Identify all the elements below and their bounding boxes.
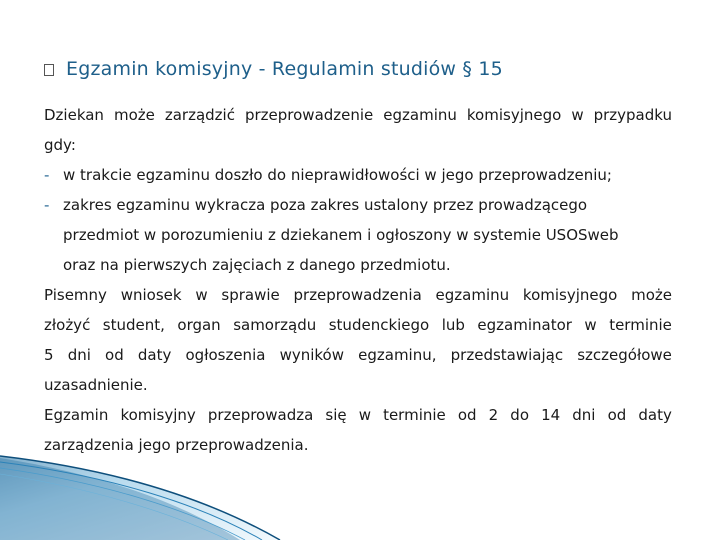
word: przeprowadza bbox=[207, 406, 314, 424]
dash-bullet: - bbox=[44, 196, 50, 214]
word: Egzamin bbox=[44, 406, 109, 424]
word: egzaminu bbox=[383, 106, 457, 124]
word: Dziekan bbox=[44, 106, 104, 124]
word: ogłoszenia bbox=[185, 346, 266, 364]
title-row bbox=[44, 58, 503, 80]
word: komisyjny bbox=[120, 406, 196, 424]
bullet-item-1-text: w trakcie egzaminu doszło do nieprawidłowości w jego przeprowadzeniu; bbox=[63, 166, 612, 184]
word: komisyjnego bbox=[522, 286, 618, 304]
word: może bbox=[113, 106, 155, 124]
word: dni bbox=[572, 406, 596, 424]
word: egzaminu, bbox=[358, 346, 437, 364]
paragraph2-line1 bbox=[44, 280, 672, 310]
word: egzaminator bbox=[477, 316, 572, 334]
paragraph2-line3 bbox=[44, 340, 672, 370]
decorative-wave bbox=[0, 440, 720, 540]
word: egzaminu bbox=[435, 286, 510, 304]
word: 14 bbox=[541, 406, 561, 424]
word: sprawie bbox=[221, 286, 280, 304]
bullet-item-2-text-line1: zakres egzaminu wykracza poza zakres ustalony przez prowadzącego bbox=[63, 196, 588, 214]
word: terminie bbox=[609, 316, 672, 334]
word: w bbox=[584, 316, 597, 334]
word: dni bbox=[67, 346, 91, 364]
word: wyników bbox=[279, 346, 344, 364]
word: się bbox=[325, 406, 347, 424]
slide-title: Egzamin komisyjny - Regulamin studiów § 15 bbox=[66, 58, 503, 80]
word: od bbox=[607, 406, 627, 424]
paragraph2-line4: uzasadnienie. bbox=[44, 376, 148, 394]
dash-bullet: - bbox=[44, 166, 50, 184]
paragraph3-line1 bbox=[44, 400, 672, 430]
word: przypadku bbox=[593, 106, 672, 124]
word: do bbox=[510, 406, 529, 424]
bullet-item-1 bbox=[44, 160, 672, 190]
word: wniosek bbox=[120, 286, 182, 304]
word: od bbox=[457, 406, 477, 424]
word: daty bbox=[638, 406, 672, 424]
word: Pisemny bbox=[44, 286, 107, 304]
word: daty bbox=[137, 346, 172, 364]
square-bullet-icon bbox=[44, 64, 54, 76]
word: student, bbox=[102, 316, 165, 334]
word: studenckiego bbox=[328, 316, 430, 334]
bullet-item-2-text-line2: przedmiot w porozumieniu z dziekanem i ogłoszony w systemie USOSweb bbox=[63, 226, 619, 244]
word: w bbox=[571, 106, 584, 124]
word: przeprowadzenie bbox=[244, 106, 374, 124]
word: 5 bbox=[44, 346, 54, 364]
word: w bbox=[358, 406, 371, 424]
bullet-item-2-text-line3: oraz na pierwszych zajęciach z danego przedmiotu. bbox=[63, 256, 451, 274]
paragraph3-line2: zarządzenia jego przeprowadzenia. bbox=[44, 436, 309, 454]
word: może bbox=[631, 286, 672, 304]
word: przedstawiając bbox=[450, 346, 564, 364]
paragraph2-line2 bbox=[44, 310, 672, 340]
word: organ bbox=[177, 316, 221, 334]
word: komisyjnego bbox=[466, 106, 562, 124]
word: w bbox=[195, 286, 208, 304]
word: złożyć bbox=[44, 316, 91, 334]
word: 2 bbox=[488, 406, 499, 424]
word: terminie bbox=[383, 406, 446, 424]
word: przeprowadzenia bbox=[293, 286, 422, 304]
word: od bbox=[105, 346, 124, 364]
word: lub bbox=[441, 316, 465, 334]
bullet-item-2 bbox=[44, 190, 672, 220]
paragraph1-line2: gdy: bbox=[44, 136, 76, 154]
paragraph1-line1 bbox=[44, 100, 672, 130]
word: szczegółowe bbox=[577, 346, 672, 364]
word: zarządzić bbox=[164, 106, 235, 124]
slide-body bbox=[44, 100, 672, 460]
word: samorządu bbox=[233, 316, 317, 334]
